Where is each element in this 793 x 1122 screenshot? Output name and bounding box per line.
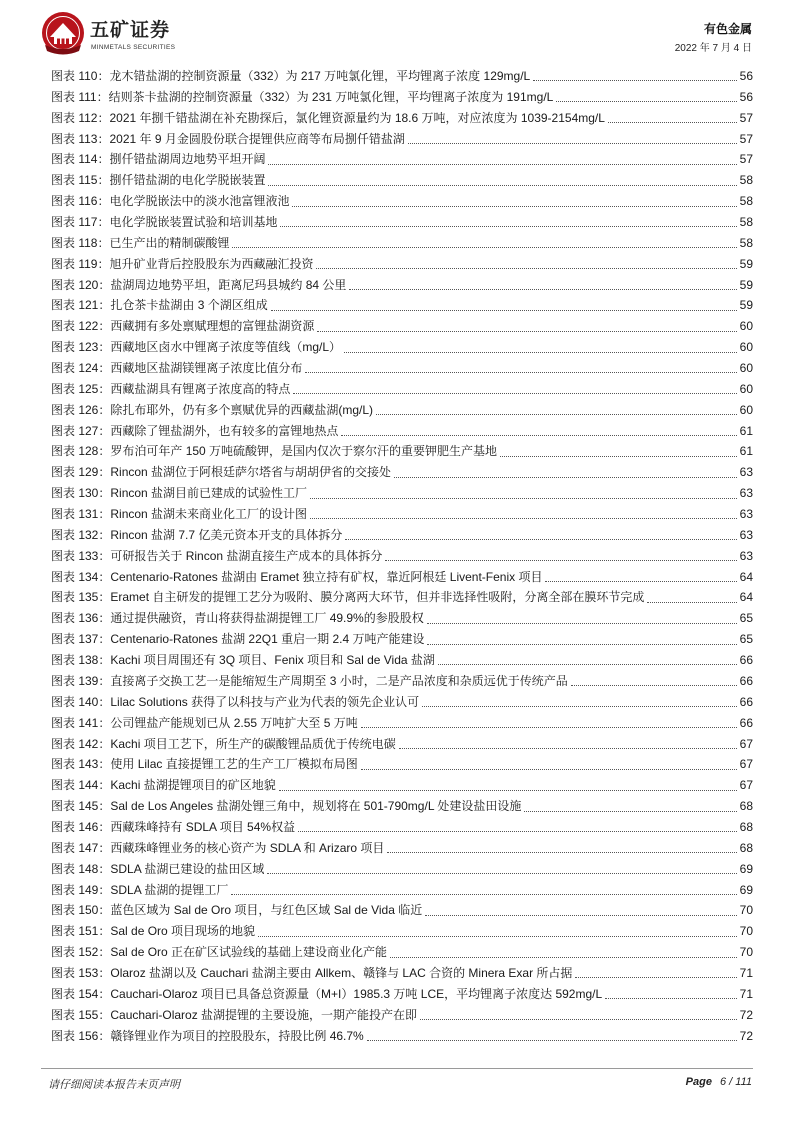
toc-page-number: 63 — [739, 465, 753, 480]
toc-entry[interactable] — [51, 441, 753, 462]
toc-entry-text — [51, 525, 342, 546]
toc-entry-title: 赣锋锂业作为项目的控股股东，持股比例 46.7% — [110, 1028, 364, 1043]
toc-entry[interactable] — [51, 379, 753, 400]
toc-entry[interactable] — [51, 462, 753, 483]
toc-entry[interactable] — [51, 400, 753, 421]
toc-entry-text — [51, 713, 358, 734]
toc-entry[interactable] — [51, 295, 753, 316]
toc-entry-text — [51, 337, 341, 358]
toc-figure-label: 图表 148： — [51, 861, 111, 876]
footer-divider — [41, 1068, 753, 1069]
toc-entry-title: 西藏除了锂盐湖外，也有较多的富锂地热点 — [110, 423, 339, 438]
toc-entry-text — [51, 650, 435, 671]
toc-entry-title: 已生产出的精制碳酸锂 — [109, 235, 230, 250]
toc-figure-label: 图表 129： — [51, 465, 111, 480]
toc-figure-label: 图表 128： — [51, 444, 111, 459]
toc-dot-leader — [387, 851, 737, 853]
toc-page-number: 60 — [739, 340, 753, 355]
toc-figure-label: 图表 116： — [51, 194, 110, 209]
toc-page-number: 66 — [739, 673, 753, 688]
toc-entry[interactable] — [51, 129, 753, 150]
toc-entry-title: 除扎布耶外，仍有多个禀赋优异的西藏盐湖(mg/L) — [110, 402, 374, 417]
toc-entry[interactable] — [51, 421, 753, 442]
toc-figure-label: 图表 115： — [51, 173, 110, 188]
toc-figure-label: 图表 110： — [51, 69, 110, 83]
toc-page-number: 57 — [739, 110, 753, 125]
toc-entry-title: 2021 年捌千错盐湖在补充勘探后，氯化锂资源量约为 18.6 万吨，对应浓度为 1039-2154mg/L — [109, 110, 605, 125]
toc-entry-text — [51, 441, 497, 462]
report-date: 2022 年 7 月 4 日 — [674, 43, 752, 54]
toc-entry-text — [51, 191, 289, 212]
toc-figure-label: 图表 111： — [51, 89, 109, 104]
toc-dot-leader — [605, 997, 737, 999]
toc-entry-title: Kachi 项目工艺下，所生产的碳酸锂品质优于传统电碳 — [110, 736, 396, 751]
page-label: Page — [685, 1076, 712, 1088]
toc-entry-title: 西藏地区卤水中锂离子浓度等值线（mg/L） — [110, 340, 342, 355]
toc-figure-label: 图表 151： — [51, 924, 111, 939]
toc-dot-leader — [427, 643, 737, 645]
toc-page-number: 60 — [739, 402, 753, 417]
toc-entry-text — [51, 87, 553, 108]
toc-dot-leader — [280, 225, 737, 227]
toc-entry-text — [51, 900, 422, 921]
toc-page-number: 65 — [739, 611, 753, 626]
toc-entry-text — [51, 421, 338, 442]
toc-entry[interactable] — [51, 170, 753, 191]
toc-dot-leader — [385, 559, 737, 561]
toc-dot-leader — [422, 705, 737, 707]
toc-figure-label: 图表 131： — [51, 507, 111, 522]
toc-page-number: 60 — [739, 381, 753, 396]
toc-figure-label: 图表 152： — [51, 945, 111, 960]
toc-list — [51, 66, 753, 1046]
brand-name-en: MINMETALS SECURITIES — [91, 44, 176, 51]
toc-entry-title: Kachi 项目周围还有 3Q 项目、Fenix 项目和 Sal de Vida 盐湖 — [110, 653, 435, 668]
toc-entry-text — [51, 838, 384, 859]
toc-dot-leader — [545, 580, 737, 582]
toc-figure-label: 图表 156： — [51, 1028, 111, 1043]
toc-entry-text — [51, 629, 424, 650]
toc-figure-label: 图表 149： — [51, 882, 111, 897]
toc-dot-leader — [232, 246, 737, 248]
toc-entry[interactable] — [51, 191, 753, 212]
toc-figure-label: 图表 122： — [51, 319, 111, 334]
toc-entry[interactable] — [51, 859, 753, 880]
toc-entry[interactable] — [51, 525, 753, 546]
toc-entry[interactable] — [51, 900, 753, 921]
toc-dot-leader — [556, 100, 737, 102]
toc-entry-text — [51, 358, 302, 379]
toc-entry-text — [51, 880, 228, 901]
toc-entry-text — [51, 129, 405, 150]
toc-dot-leader — [575, 976, 737, 978]
toc-figure-label: 图表 146： — [51, 819, 111, 834]
toc-entry[interactable] — [51, 984, 753, 1005]
toc-dot-leader — [293, 392, 737, 394]
toc-figure-label: 图表 136： — [51, 611, 111, 626]
toc-entry-title: Rincon 盐湖 7.7 亿美元资本开支的具体拆分 — [110, 527, 343, 542]
toc-entry[interactable] — [51, 546, 753, 567]
toc-figure-label: 图表 138： — [51, 653, 111, 668]
toc-dot-leader — [271, 309, 737, 311]
toc-figure-label: 图表 117： — [51, 215, 110, 230]
toc-figure-label: 图表 121： — [51, 298, 111, 313]
toc-page-number: 69 — [739, 861, 753, 876]
toc-page-number: 66 — [739, 715, 753, 730]
toc-figure-label: 图表 118： — [51, 235, 110, 250]
toc-figure-label: 图表 132： — [51, 527, 111, 542]
toc-page-number: 59 — [739, 277, 753, 292]
toc-figure-label: 图表 114： — [51, 152, 110, 167]
toc-entry[interactable] — [51, 587, 753, 608]
toc-page-number: 72 — [739, 1007, 753, 1022]
toc-entry-text — [51, 108, 605, 129]
toc-dot-leader — [349, 288, 737, 290]
toc-dot-leader — [344, 351, 737, 353]
toc-dot-leader — [279, 789, 737, 791]
toc-entry-title: 盐湖周边地势平坦，距离尼玛县城约 84 公里 — [110, 277, 347, 292]
brand-name-cn: 五矿证券 — [90, 20, 171, 41]
toc-entry-title: Rincon 盐湖位于阿根廷萨尔塔省与胡胡伊省的交接处 — [110, 465, 392, 480]
toc-entry-text — [51, 483, 307, 504]
toc-figure-label: 图表 135： — [51, 590, 111, 605]
toc-entry[interactable] — [51, 817, 753, 838]
toc-page-number: 70 — [739, 924, 753, 939]
toc-entry-title: Eramet 自主研发的提锂工艺分为吸附、膜分离两大环节，但并非选择性吸附，分离全部在膜环节完成 — [110, 590, 645, 605]
toc-entry[interactable] — [51, 66, 753, 87]
toc-entry[interactable] — [51, 212, 753, 233]
toc-entry[interactable] — [51, 504, 753, 525]
toc-entry-text — [51, 462, 391, 483]
toc-entry[interactable] — [51, 921, 753, 942]
toc-entry-title: 捌仟错盐湖周边地势平坦开阔 — [109, 152, 266, 167]
toc-dot-leader — [361, 768, 737, 770]
toc-entry[interactable] — [51, 629, 753, 650]
toc-entry-title: 西藏地区盐湖镁锂离子浓度比值分布 — [110, 361, 303, 376]
toc-dot-leader — [390, 956, 737, 958]
toc-entry-title: Lilac Solutions 获得了以科技与产业为代表的领先企业认可 — [110, 694, 420, 709]
toc-dot-leader — [427, 622, 737, 624]
toc-entry-text — [51, 567, 542, 588]
toc-entry-title: Olaroz 盐湖以及 Cauchari 盐湖主要由 Allkem、赣锋与 LAC 合资的 Minera Exar 所占据 — [110, 965, 573, 980]
toc-entry[interactable] — [51, 775, 753, 796]
toc-entry-text — [51, 963, 572, 984]
toc-dot-leader — [258, 935, 737, 937]
toc-dot-leader — [420, 1018, 737, 1020]
toc-dot-leader — [317, 330, 737, 332]
toc-entry[interactable] — [51, 734, 753, 755]
toc-dot-leader — [292, 205, 737, 207]
toc-entry-title: 电化学脱嵌法中的淡水池富锂液池 — [109, 194, 290, 209]
toc-dot-leader — [310, 517, 737, 519]
toc-page-number: 58 — [739, 215, 753, 230]
toc-figure-label: 图表 126： — [51, 402, 111, 417]
toc-page-number: 66 — [739, 653, 753, 668]
toc-figure-label: 图表 112： — [51, 110, 110, 125]
toc-entry[interactable] — [51, 337, 753, 358]
toc-page-number: 61 — [739, 444, 753, 459]
toc-dot-leader — [438, 663, 737, 665]
toc-page-number: 56 — [739, 89, 753, 104]
toc-entry-text — [51, 66, 530, 87]
toc-page-number: 57 — [739, 152, 753, 167]
toc-page-number: 67 — [739, 778, 753, 793]
toc-entry-text — [51, 1005, 417, 1026]
toc-figure-label: 图表 141： — [51, 715, 111, 730]
toc-entry-text — [51, 796, 521, 817]
toc-dot-leader — [394, 476, 737, 478]
toc-entry-title: Sal de Oro 正在矿区试验线的基础上建设商业化产能 — [110, 945, 388, 960]
toc-dot-leader — [231, 893, 737, 895]
toc-entry[interactable] — [51, 108, 753, 129]
page-indicator — [686, 1076, 752, 1088]
toc-figure-label: 图表 155： — [51, 1007, 111, 1022]
toc-page-number: 59 — [739, 256, 753, 271]
toc-page-number: 63 — [739, 486, 753, 501]
toc-entry-title: 龙木错盐湖的控制资源量（332）为 217 万吨氯化锂，平均锂离子浓度 129mg/L — [109, 69, 531, 83]
toc-dot-leader — [341, 434, 737, 436]
toc-figure-label: 图表 133： — [51, 548, 111, 563]
toc-figure-label: 图表 113： — [51, 131, 110, 146]
toc-entry-text — [51, 921, 255, 942]
toc-dot-leader — [647, 601, 737, 603]
toc-page-number: 63 — [739, 548, 753, 563]
toc-entry-title: Sal de Oro 项目现场的地貌 — [110, 924, 256, 939]
toc-entry[interactable] — [51, 567, 753, 588]
toc-entry-text — [51, 275, 346, 296]
toc-entry-text — [51, 754, 358, 775]
toc-entry[interactable] — [51, 713, 753, 734]
toc-figure-label: 图表 153： — [51, 965, 111, 980]
toc-figure-label: 图表 143： — [51, 757, 111, 772]
toc-figure-label: 图表 137： — [51, 632, 111, 647]
toc-entry-title: 使用 Lilac 直接提锂工艺的生产工厂模拟布局图 — [110, 757, 358, 772]
toc-figure-label: 图表 139： — [51, 673, 111, 688]
toc-page-number: 67 — [739, 736, 753, 751]
toc-entry-text — [51, 587, 644, 608]
toc-figure-label: 图表 150： — [51, 903, 111, 918]
toc-entry[interactable] — [51, 1026, 753, 1047]
toc-figure-label: 图表 134： — [51, 569, 111, 584]
toc-entry-title: SDLA 盐湖的提锂工厂 — [110, 882, 229, 897]
toc-entry-title: Cauchari-Olaroz 盐湖提锂的主要设施，一期产能投产在即 — [110, 1007, 418, 1022]
toc-entry[interactable] — [51, 483, 753, 504]
page-separator: / — [729, 1076, 733, 1088]
toc-page-number: 56 — [739, 69, 753, 83]
toc-entry-title: 西藏盐湖具有锂离子浓度高的特点 — [110, 381, 291, 396]
toc-page-number: 66 — [739, 694, 753, 709]
toc-entry-text — [51, 295, 268, 316]
toc-entry[interactable] — [51, 650, 753, 671]
toc-page-number: 68 — [739, 819, 753, 834]
toc-dot-leader — [345, 538, 737, 540]
page-total: 111 — [735, 1076, 752, 1088]
toc-page-number: 68 — [739, 799, 753, 814]
toc-entry-text — [51, 504, 307, 525]
toc-page-number: 57 — [739, 131, 753, 146]
toc-figure-label: 图表 127： — [51, 423, 111, 438]
toc-entry[interactable] — [51, 671, 753, 692]
toc-entry[interactable] — [51, 358, 753, 379]
toc-entry[interactable] — [51, 754, 753, 775]
toc-entry-title: 西藏拥有多处禀赋理想的富锂盐湖资源 — [110, 319, 315, 334]
toc-entry-title: 西藏珠峰持有 SDLA 项目 54%权益 — [110, 819, 296, 834]
toc-entry[interactable] — [51, 692, 753, 713]
toc-entry-text — [51, 775, 276, 796]
toc-entry-text — [51, 1026, 364, 1047]
toc-entry-text — [51, 942, 387, 963]
toc-entry-title: 西藏珠峰锂业务的核心资产为 SDLA 和 Arizaro 项目 — [110, 840, 385, 855]
toc-dot-leader — [316, 267, 737, 269]
minmetals-logo-icon — [41, 11, 85, 57]
toc-page-number: 61 — [739, 423, 753, 438]
toc-dot-leader — [298, 830, 737, 832]
toc-entry-text — [51, 170, 265, 191]
toc-page-number: 59 — [739, 298, 753, 313]
toc-page-number: 60 — [739, 361, 753, 376]
toc-page-number: 63 — [739, 507, 753, 522]
report-sector: 有色金属 — [703, 22, 752, 36]
toc-dot-leader — [361, 726, 737, 728]
toc-figure-label: 图表 144： — [51, 778, 111, 793]
toc-entry[interactable] — [51, 254, 753, 275]
toc-page-number: 64 — [739, 569, 753, 584]
toc-page-number: 65 — [739, 632, 753, 647]
toc-figure-label: 图表 125： — [51, 381, 111, 396]
toc-entry-text — [51, 379, 290, 400]
toc-figure-label: 图表 119： — [51, 256, 110, 271]
toc-entry-title: 2021 年 9 月金圆股份联合提锂供应商等布局捌仟错盐湖 — [109, 131, 405, 146]
toc-entry[interactable] — [51, 1005, 753, 1026]
toc-entry-text — [51, 546, 382, 567]
toc-page-number: 58 — [739, 235, 753, 250]
toc-entry-title: Rincon 盐湖未来商业化工厂的设计图 — [110, 507, 308, 522]
toc-entry-text — [51, 734, 396, 755]
toc-entry[interactable] — [51, 608, 753, 629]
page-current: 6 — [719, 1076, 727, 1088]
toc-entry-title: 结则茶卡盐湖的控制资源量（332）为 231 万吨氯化锂，平均锂离子浓度为 191mg/L — [108, 89, 554, 104]
toc-page-number: 63 — [739, 527, 753, 542]
toc-entry-text — [51, 817, 295, 838]
toc-page-number: 71 — [739, 986, 753, 1001]
toc-entry-title: Kachi 盐湖提锂项目的矿区地貌 — [110, 778, 276, 793]
toc-figure-label: 图表 142： — [51, 736, 111, 751]
toc-entry[interactable] — [51, 233, 753, 254]
footer-disclaimer: 请仔细阅读本报告末页声明 — [48, 1079, 180, 1091]
toc-figure-label: 图表 147： — [51, 840, 111, 855]
toc-entry[interactable] — [51, 838, 753, 859]
toc-entry[interactable] — [51, 87, 753, 108]
toc-entry-title: 电化学脱嵌装置试验和培训基地 — [109, 215, 278, 230]
toc-dot-leader — [305, 371, 737, 373]
toc-figure-label: 图表 140： — [51, 694, 111, 709]
toc-entry-title: SDLA 盐湖已建设的盐田区域 — [110, 861, 265, 876]
toc-dot-leader — [268, 163, 737, 165]
toc-figure-label: 图表 123： — [51, 340, 111, 355]
toc-entry-text — [51, 254, 313, 275]
toc-page-number: 69 — [739, 882, 753, 897]
toc-entry-title: 捌仟错盐湖的电化学脱嵌装置 — [109, 173, 266, 188]
toc-dot-leader — [425, 914, 737, 916]
toc-entry-text — [51, 692, 419, 713]
toc-dot-leader — [500, 455, 737, 457]
toc-entry-title: 蓝色区域为 Sal de Oro 项目，与红色区域 Sal de Vida 临近 — [110, 903, 423, 918]
toc-entry-title: Centenario-Ratones 盐湖 22Q1 重启一期 2.4 万吨产能建设 — [110, 632, 425, 647]
toc-entry-text — [51, 233, 229, 254]
toc-page-number: 64 — [739, 590, 753, 605]
toc-entry-text — [51, 608, 424, 629]
toc-entry[interactable] — [51, 880, 753, 901]
toc-page-number: 67 — [739, 757, 753, 772]
toc-entry[interactable] — [51, 275, 753, 296]
toc-entry[interactable] — [51, 942, 753, 963]
toc-figure-label: 图表 124： — [51, 361, 111, 376]
toc-entry-title: 扎仓茶卡盐湖由 3 个湖区组成 — [110, 298, 268, 313]
toc-entry-title: 通过提供融资，青山将获得盐湖提锂工厂 49.9%的参股股权 — [110, 611, 424, 626]
toc-entry-title: Cauchari-Olaroz 项目已具备总资源量（M+I）1985.3 万吨 LCE，平均锂离子浓度达 592mg/L — [110, 986, 603, 1001]
toc-entry-title: 旭升矿业背后控股股东为西藏融汇投资 — [109, 256, 314, 271]
toc-entry-text — [51, 671, 568, 692]
toc-page-number: 58 — [739, 194, 753, 209]
toc-figure-label: 图表 130： — [51, 486, 111, 501]
toc-page-number: 72 — [739, 1028, 753, 1043]
toc-entry[interactable] — [51, 796, 753, 817]
toc-dot-leader — [533, 79, 737, 81]
toc-dot-leader — [399, 747, 737, 749]
toc-page-number: 60 — [739, 319, 753, 334]
toc-page-number: 71 — [739, 965, 753, 980]
toc-dot-leader — [608, 121, 737, 123]
toc-page-number: 68 — [739, 840, 753, 855]
toc-dot-leader — [376, 413, 737, 415]
toc-page-number: 58 — [739, 173, 753, 188]
toc-figure-label: 图表 145： — [51, 799, 111, 814]
toc-entry-text — [51, 212, 277, 233]
toc-entry-title: Rincon 盐湖目前已建成的试验性工厂 — [110, 486, 308, 501]
toc-entry-text — [51, 984, 602, 1005]
toc-dot-leader — [310, 497, 737, 499]
toc-dot-leader — [367, 1039, 737, 1041]
toc-entry[interactable] — [51, 963, 753, 984]
toc-entry-title: Sal de Los Angeles 盐湖处锂三角中，规划将在 501-790mg/L 处建设盐田设施 — [110, 799, 522, 814]
toc-entry[interactable] — [51, 149, 753, 170]
toc-entry-title: 直接离子交换工艺一是能缩短生产周期至 3 小时，二是产品浓度和杂质远优于传统产品 — [110, 673, 568, 688]
toc-figure-label: 图表 120： — [51, 277, 111, 292]
toc-page-number: 70 — [739, 945, 753, 960]
toc-dot-leader — [524, 810, 737, 812]
toc-page-number: 70 — [739, 903, 753, 918]
toc-dot-leader — [268, 184, 737, 186]
toc-entry-title: 公司锂盐产能规划已从 2.55 万吨扩大至 5 万吨 — [110, 715, 358, 730]
toc-entry-text — [51, 149, 265, 170]
toc-entry-title: 可研报告关于 Rincon 盐湖直接生产成本的具体拆分 — [110, 548, 383, 563]
toc-entry[interactable] — [51, 316, 753, 337]
toc-entry-text — [51, 859, 264, 880]
toc-dot-leader — [267, 872, 737, 874]
toc-figure-label: 图表 154： — [51, 986, 111, 1001]
toc-dot-leader — [408, 142, 737, 144]
toc-dot-leader — [571, 684, 737, 686]
toc-entry-text — [51, 316, 314, 337]
toc-entry-title: Centenario-Ratones 盐湖由 Eramet 独立持有矿权，靠近阿根廷 Livent-Fenix 项目 — [110, 569, 543, 584]
toc-entry-text — [51, 400, 373, 421]
toc-entry-title: 罗布泊可年产 150 万吨硫酸钾，是国内仅次于察尔汗的重要钾肥生产基地 — [110, 444, 498, 459]
